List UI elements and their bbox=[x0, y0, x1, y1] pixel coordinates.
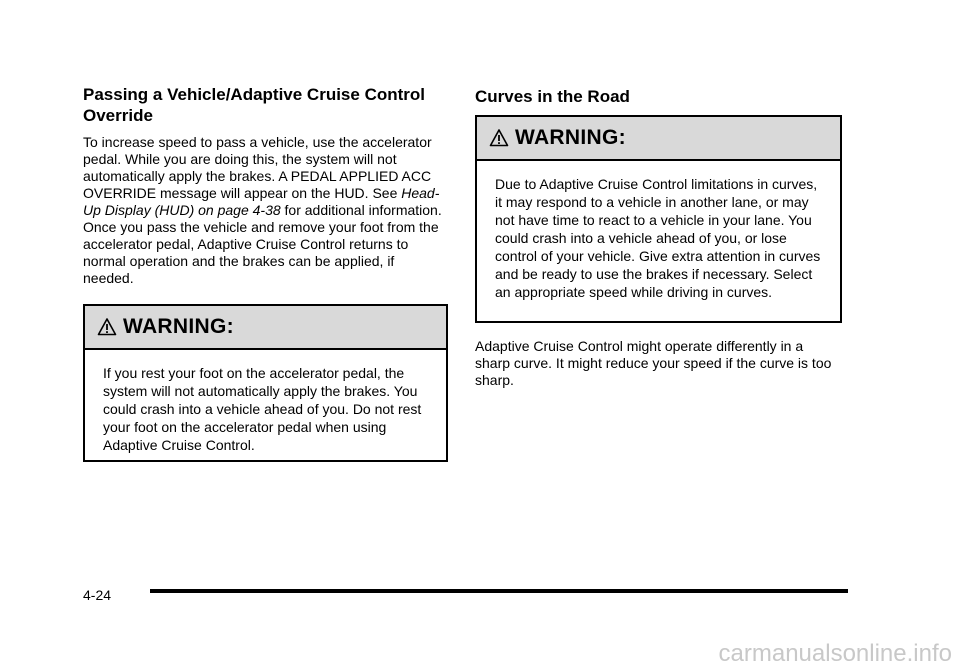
section-heading-curves: Curves in the Road bbox=[475, 87, 630, 106]
warning-triangle-icon bbox=[489, 128, 509, 148]
warning-title: WARNING: bbox=[515, 126, 626, 149]
warning-header bbox=[477, 117, 840, 161]
passing-body-text bbox=[83, 134, 447, 287]
section-heading-passing: Passing a Vehicle/Adaptive Cruise Control Override bbox=[83, 85, 425, 125]
footer-rule bbox=[150, 589, 848, 593]
passing-body-post: for additional information. Once you pass the vehicle and remove your foot from the accelerator pedal, Adaptive Cruise Control returns to normal operation and the brakes can be applied, if needed. bbox=[83, 202, 442, 286]
watermark-text: carmanualsonline.info bbox=[718, 640, 952, 667]
page-number: 4-24 bbox=[83, 587, 112, 603]
warning-box-curves bbox=[475, 115, 842, 323]
warning-triangle-icon bbox=[97, 317, 117, 337]
left-column bbox=[83, 84, 447, 462]
warning-text: If you rest your foot on the accelerator pedal, the system will not automatically apply the brakes. You could crash into a vehicle ahead of you. Do not rest your foot on the accelerator pedal when using Adaptive Cruise Control. bbox=[103, 365, 422, 453]
warning-title: WARNING: bbox=[123, 315, 234, 338]
right-column bbox=[475, 84, 841, 389]
passing-body-pre: To increase speed to pass a vehicle, use the accelerator pedal. While you are doing this, the system will not automatically apply the brakes. A PEDAL APPLIED ACC OVERRIDE message will appear on the HUD. See bbox=[83, 134, 432, 201]
warning-box-accelerator bbox=[83, 304, 448, 462]
warning-header bbox=[85, 306, 446, 350]
curves-body-text: Adaptive Cruise Control might operate differently in a sharp curve. It might reduce your speed if the curve is too sharp. bbox=[475, 338, 832, 388]
hud-page-reference-link[interactable]: Head-Up Display (HUD) on page 4-38 bbox=[83, 185, 440, 218]
warning-text: Due to Adaptive Cruise Control limitations in curves, it may respond to a vehicle in another lane, or may not have time to react to a vehicle in your lane. You could crash into a vehicle ahead of you, or lose control of your vehicle. Give extra attention in curves and be ready to use the brakes if necessary. Select an appropriate speed while driving in curves. bbox=[495, 176, 821, 300]
